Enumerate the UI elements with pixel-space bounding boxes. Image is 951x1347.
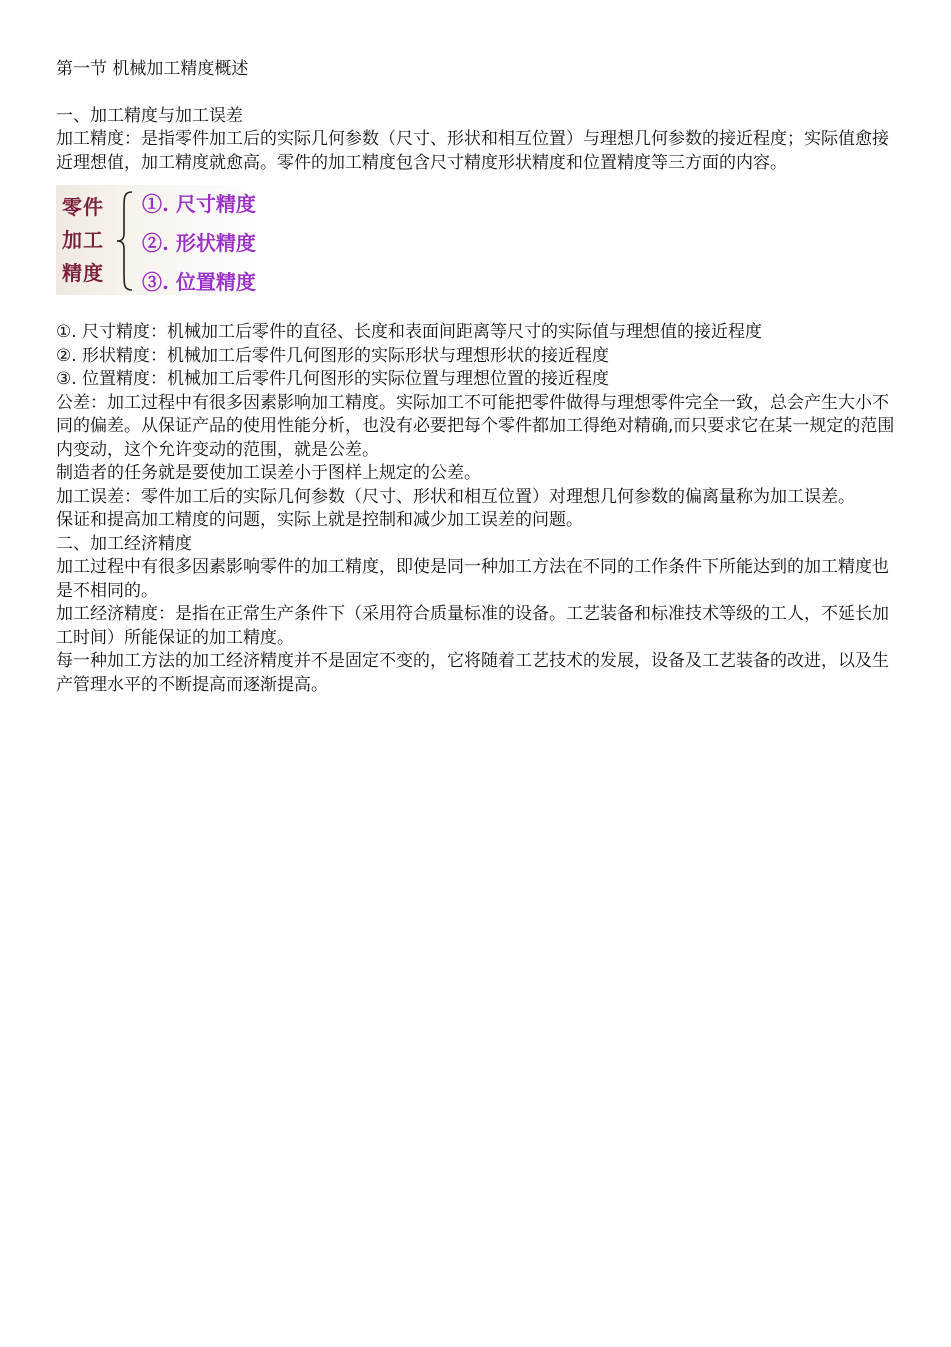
economic-precision-paragraph: 加工经济精度：是指在正常生产条件下（采用符合质量标准的设备。工艺装备和标准技术等级的工人，不延长加工时间）所能保证的加工精度。 — [56, 604, 889, 648]
progress-paragraph: 每一种加工方法的加工经济精度并不是固定不变的，它将随着工艺技术的发展，设备及工艺装备的改进，以及生产管理水平的不断提高而逐渐提高。 — [56, 651, 889, 695]
manufacturer-task-paragraph: 制造者的任务就是要使加工误差小于图样上规定的公差。 — [56, 463, 481, 483]
figure-item-position: ③. 位置精度 — [142, 270, 256, 294]
precision-definition-paragraph: 加工精度：是指零件加工后的实际几何参数（尺寸、形状和相互位置）与理想几何参数的接近程度；实际值愈接近理想值，加工精度就愈高。零件的加工精度包含尺寸精度形状精度和位置精度等三方面的内容。 — [56, 129, 889, 173]
size-precision-definition: ①. 尺寸精度：机械加工后零件的直径、长度和表面间距离等尺寸的实际值与理想值的接近程度 — [56, 322, 763, 342]
figure-items — [142, 185, 256, 302]
tolerance-paragraph: 公差：加工过程中有很多因素影响加工精度。实际加工不可能把零件做得与理想零件完全一致，总会产生大小不同的偏差。从保证产品的使用性能分析，也没有必要把每个零件都加工得绝对精确,而只要求它在某一规定的范围内变动，这个允许变动的范围，就是公差。 — [56, 392, 895, 460]
figure-item-size: ①. 尺寸精度 — [142, 192, 256, 216]
figure-left-line: 零件 — [62, 195, 104, 219]
machining-error-paragraph: 加工误差：零件加工后的实际几何参数（尺寸、形状和相互位置）对理想几何参数的偏离量称为加工误差。 — [56, 486, 855, 507]
document-page — [56, 58, 896, 697]
factors-paragraph: 加工过程中有很多因素影响零件的加工精度，即使是同一种加工方法在不同的工作条件下所能达到的加工精度也是不相同的。 — [56, 557, 889, 601]
part1-heading: 一、加工精度与加工误差 — [56, 105, 243, 126]
curly-brace-icon — [114, 189, 136, 293]
section-title: 第一节 机械加工精度概述 — [56, 59, 249, 79]
figure-left-line: 加工 — [62, 228, 104, 252]
figure-item-shape: ②. 形状精度 — [142, 231, 256, 255]
part2-heading: 二、加工经济精度 — [56, 533, 192, 554]
error-control-paragraph: 保证和提高加工精度的问题，实际上就是控制和减少加工误差的问题。 — [56, 510, 583, 530]
shape-precision-definition: ②. 形状精度：机械加工后零件几何图形的实际形状与理想形状的接近程度 — [56, 345, 610, 366]
figure-left-line: 精度 — [62, 261, 104, 285]
position-precision-definition: ③. 位置精度：机械加工后零件几何图形的实际位置与理想位置的接近程度 — [56, 369, 610, 389]
precision-brace-figure — [56, 185, 268, 295]
figure-left-label — [62, 191, 110, 290]
